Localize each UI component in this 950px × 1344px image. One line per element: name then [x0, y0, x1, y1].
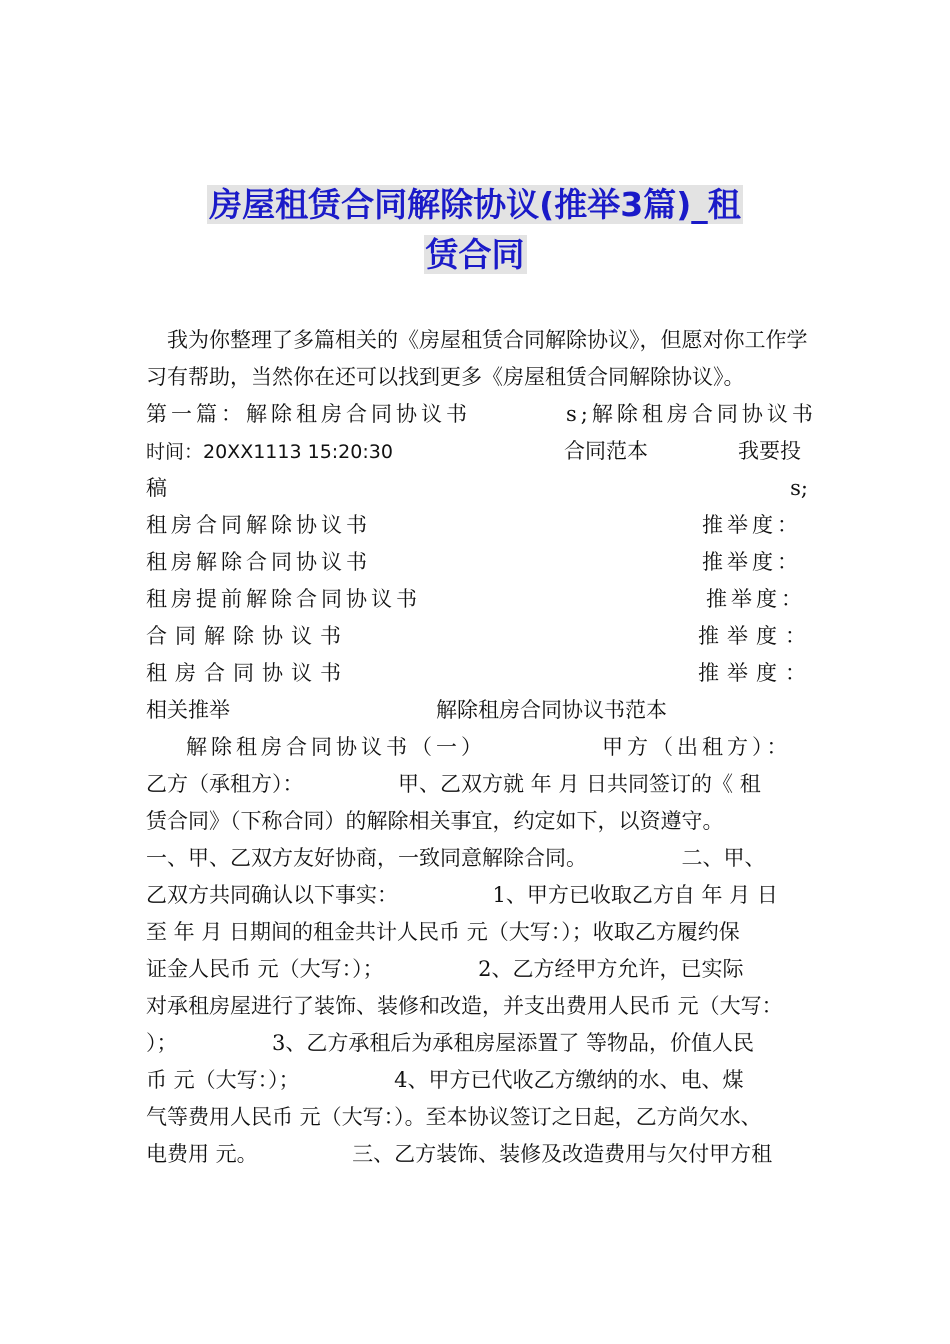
body-line: 气等费用人民币 元（大写：）。至本协议签订之日起，乙方尚欠水、 [146, 1105, 762, 1129]
related-line [146, 692, 808, 729]
body-line: 乙双方共同确认以下事实： 1、甲方已收取乙方自 年 月 日 [146, 883, 778, 907]
body-line: 对承租房屋进行了装饰、装修和改造，并支出费用人民币 元（大写： [146, 994, 783, 1018]
first-article-line [146, 396, 817, 433]
list-item-name: 租房合同协议书 [146, 661, 349, 685]
list-item[interactable] [146, 618, 814, 655]
title-line-2: 赁合同 [425, 235, 525, 274]
body-line: 币 元（大写：）； 4、甲方已代收乙方缴纳的水、电、煤 [146, 1068, 744, 1092]
body-line: 乙方（承租方）： 甲、乙双方就 年 月 日共同签订的《 租 [146, 772, 761, 796]
related-label: 相关推举 [146, 698, 230, 722]
section-title: 解除租房合同协议书（一） [186, 735, 486, 759]
gao-line [146, 470, 808, 507]
related-link[interactable]: 解除租房合同协议书范本 [436, 698, 667, 722]
list-item-rating: 推举度： [702, 513, 802, 537]
list-item-name: 租房解除合同协议书 [146, 550, 371, 574]
time-text: 时间：20XX1113 15:20:30 [146, 441, 393, 463]
party-a-label: 甲方（出租方）： [602, 735, 792, 759]
list-item-name: 租房提前解除合同协议书 [146, 587, 421, 611]
time-line [146, 433, 808, 470]
list-item-rating: 推举度： [698, 624, 814, 648]
body-line: 一、甲、乙双方友好协商，一致同意解除合同。 二、甲、 [146, 846, 766, 870]
list-item-rating: 推举度： [706, 587, 806, 611]
body-line: 证金人民币 元（大写：）； 2、乙方经甲方允许，已实际 [146, 957, 744, 981]
body-line: 至 年 月 日期间的租金共计人民币 元（大写：）；收取乙方履约保 [146, 920, 740, 944]
list-item[interactable] [146, 507, 808, 544]
intro-paragraph: 我为你整理了多篇相关的《房屋租赁合同解除协议》，但愿对你工作学习有帮助，当然你在还可以找到更多《房屋租赁合同解除协议》。 [146, 328, 808, 389]
list-item-rating: 推举度： [702, 550, 802, 574]
gao-right: s; [790, 476, 808, 500]
document-title [150, 180, 800, 280]
body-line: 电费用 元。 三、乙方装饰、装修及改造费用与欠付甲方租 [146, 1142, 773, 1166]
submit-link[interactable]: 我要投 [738, 439, 801, 463]
section-header-line [146, 729, 808, 766]
body-line: 赁合同》（下称合同）的解除相关事宜，约定如下，以资遵守。 [146, 809, 724, 833]
list-item-rating: 推举度： [698, 661, 814, 685]
list-item[interactable] [146, 581, 808, 618]
list-item[interactable] [146, 655, 814, 692]
first-article-right: s;解除租房合同协议书 [566, 402, 817, 426]
document-body [146, 322, 817, 1173]
list-item-name: 租房合同解除协议书 [146, 513, 371, 537]
list-item[interactable] [146, 544, 808, 581]
contract-sample-link[interactable]: 合同范本 [564, 439, 648, 463]
gao-text: 稿 [146, 476, 167, 500]
title-line-1: 房屋租赁合同解除协议(推举3篇)_租 [209, 185, 741, 224]
first-article-label: 第一篇：解除租房合同协议书 [146, 402, 471, 426]
body-line: ）； 3、乙方承租后为承租房屋添置了 等物品，价值人民 [146, 1031, 755, 1055]
list-item-name: 合同解除协议书 [146, 624, 349, 648]
